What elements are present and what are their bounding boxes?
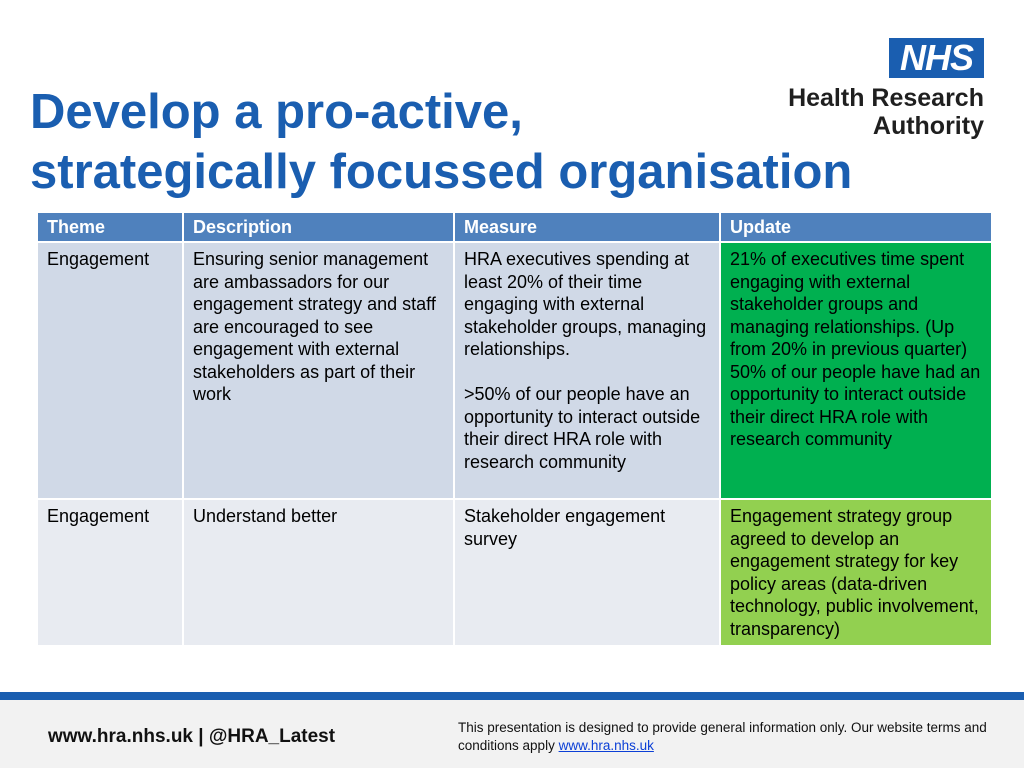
cell-description: Understand better xyxy=(184,500,453,645)
update-paragraph: Engagement strategy group agreed to develop an engagement strategy for key policy areas (data-driven technology, public involvement, transparency) xyxy=(730,506,979,639)
update-paragraph: 50% of our people have had an opportunity to interact outside their direct HRA role with research community xyxy=(730,361,981,449)
cell-measure xyxy=(455,500,719,645)
cell-measure xyxy=(455,243,719,498)
footer xyxy=(0,700,1024,768)
measure-paragraph: Stakeholder engagement survey xyxy=(464,506,666,549)
disclaimer-text: This presentation is designed to provide general information only. Our website terms and conditions apply xyxy=(458,720,987,753)
header-update: Update xyxy=(721,213,991,241)
cell-update-status xyxy=(721,243,991,498)
paragraph-gap xyxy=(464,361,710,384)
measure-paragraph: HRA executives spending at least 20% of their time engaging with external stakeholder groups, managing relationships. xyxy=(464,249,707,359)
nhs-logo-badge: NHS xyxy=(889,38,984,78)
table-header-row xyxy=(38,213,991,241)
footer-divider xyxy=(0,692,1024,700)
page-title xyxy=(30,82,852,202)
hra-logo xyxy=(774,38,984,148)
header-measure: Measure xyxy=(455,213,719,241)
cell-update-status xyxy=(721,500,991,645)
update-paragraph: 21% of executives time spent engaging with external stakeholder groups and managing relationships. (Up from 20% in previous quarter) xyxy=(730,249,968,359)
website-link[interactable]: www.hra.nhs.uk xyxy=(558,738,654,753)
objectives-table xyxy=(36,211,993,647)
title-line-1: Develop a pro-active, xyxy=(30,85,523,139)
org-name-line-1: Health Research xyxy=(788,84,984,112)
footer-website-handle: www.hra.nhs.uk | @HRA_Latest xyxy=(48,726,336,747)
cell-theme: Engagement xyxy=(38,500,182,645)
organisation-name xyxy=(788,84,984,140)
header-theme: Theme xyxy=(38,213,182,241)
cell-theme: Engagement xyxy=(38,243,182,498)
org-name-line-2: Authority xyxy=(872,112,984,140)
measure-paragraph: >50% of our people have an opportunity to interact outside their direct HRA role with research community xyxy=(464,384,701,472)
title-line-2: strategically focussed organisation xyxy=(30,145,853,199)
cell-description: Ensuring senior management are ambassadors for our engagement strategy and staff are encouraged to see engagement with external stakeholders as part of their work xyxy=(184,243,453,498)
table-row xyxy=(38,243,991,498)
footer-disclaimer xyxy=(458,719,998,755)
header-description: Description xyxy=(184,213,453,241)
table-row xyxy=(38,500,991,645)
